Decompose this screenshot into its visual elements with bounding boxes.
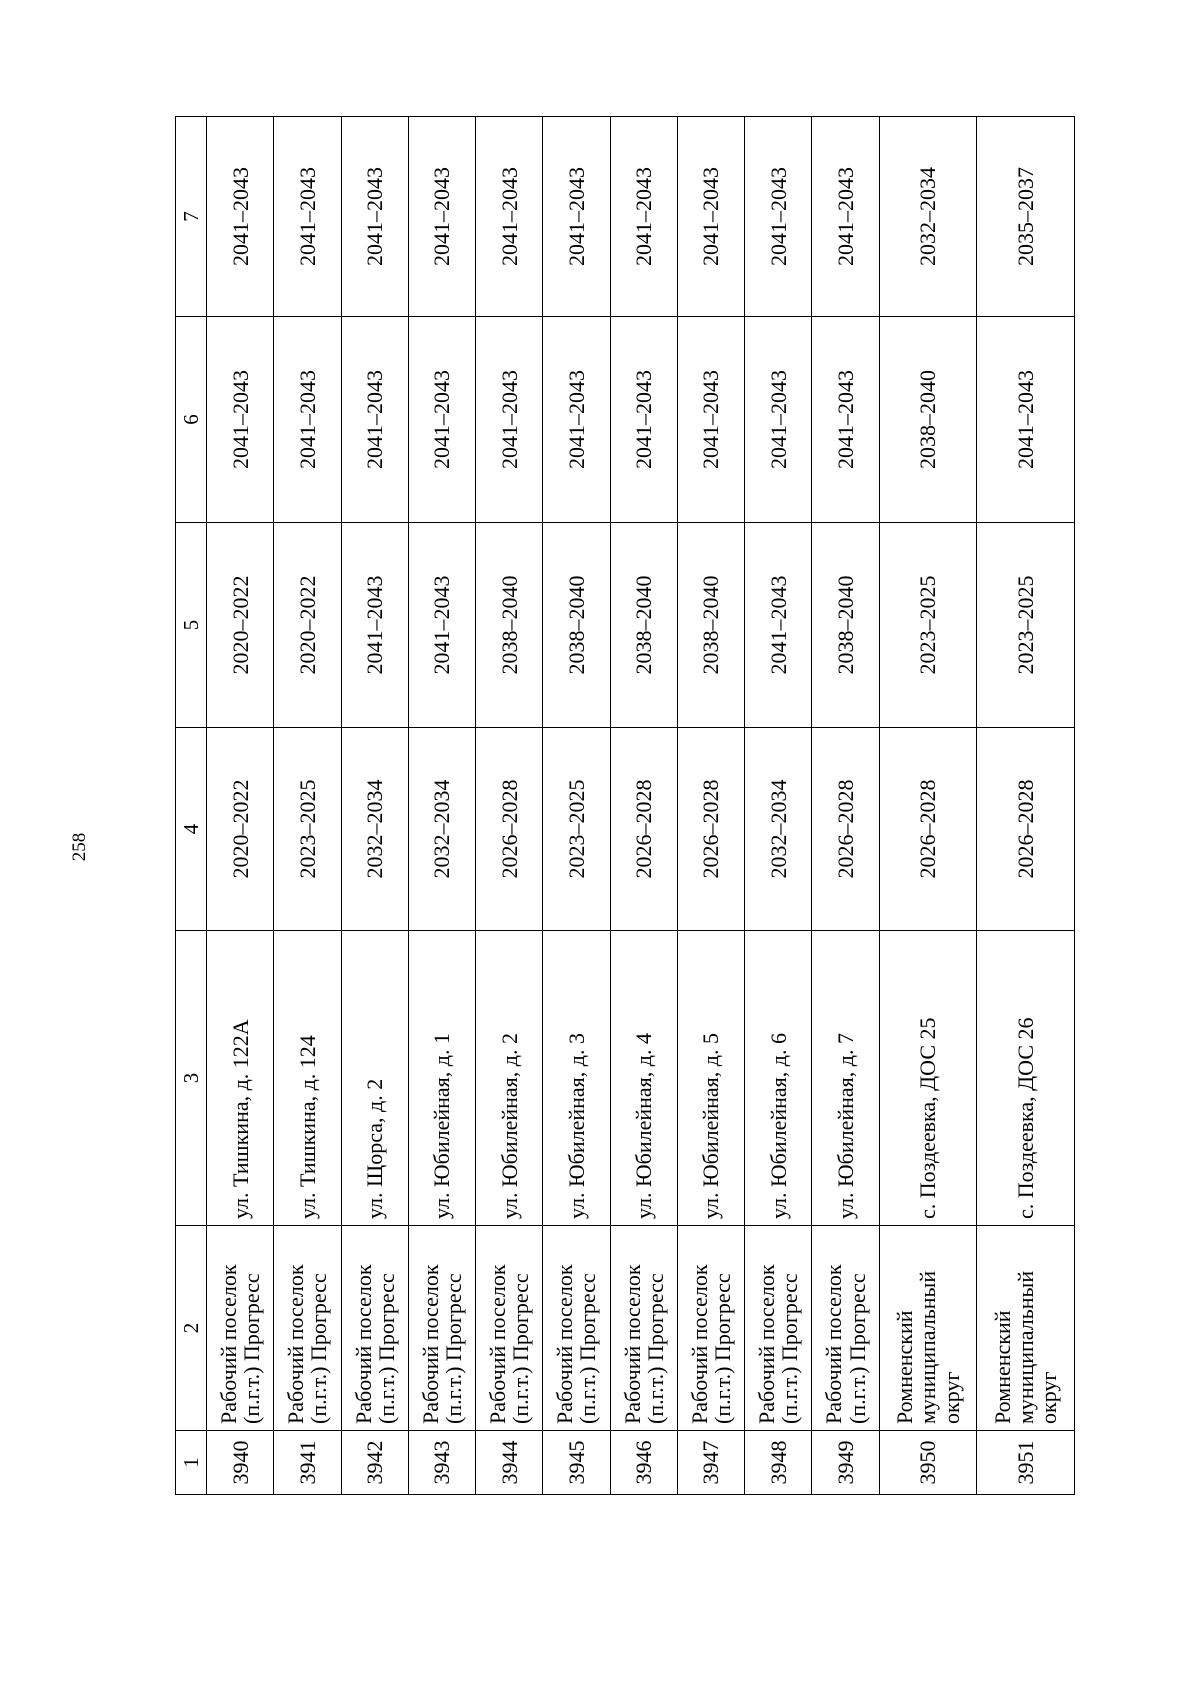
row-number: 3943 bbox=[408, 1431, 475, 1495]
settlement-cell: Рабочий поселок (п.г.т.) Прогресс bbox=[610, 1226, 677, 1431]
period-col-6: 2041–2043 bbox=[812, 317, 879, 523]
table-row bbox=[207, 117, 274, 1495]
period-col-4: 2026–2028 bbox=[812, 728, 879, 931]
settlement-cell: Рабочий поселок (п.г.т.) Прогресс bbox=[543, 1226, 610, 1431]
header-col-5: 5 bbox=[176, 523, 207, 728]
header-col-6: 6 bbox=[176, 317, 207, 523]
period-col-6: 2038–2040 bbox=[879, 317, 977, 523]
row-number: 3940 bbox=[207, 1431, 274, 1495]
table-row bbox=[543, 117, 610, 1495]
period-col-4: 2023–2025 bbox=[274, 728, 341, 931]
row-number: 3942 bbox=[341, 1431, 408, 1495]
row-number: 3944 bbox=[476, 1431, 543, 1495]
address-cell: ул. Тишкина, д. 124 bbox=[274, 931, 341, 1226]
address-cell: ул. Юбилейная, д. 5 bbox=[677, 931, 744, 1226]
period-col-5: 2041–2043 bbox=[341, 523, 408, 728]
table-row bbox=[274, 117, 341, 1495]
header-col-3: 3 bbox=[176, 931, 207, 1226]
period-col-7: 2041–2043 bbox=[408, 117, 475, 317]
settlement-cell: Рабочий поселок (п.г.т.) Прогресс bbox=[745, 1226, 812, 1431]
period-col-7: 2041–2043 bbox=[207, 117, 274, 317]
row-number: 3948 bbox=[745, 1431, 812, 1495]
header-col-1: 1 bbox=[176, 1431, 207, 1495]
settlement-cell: Рабочий поселок (п.г.т.) Прогресс bbox=[341, 1226, 408, 1431]
period-col-5: 2023–2025 bbox=[879, 523, 977, 728]
header-col-7: 7 bbox=[176, 117, 207, 317]
settlement-cell: Ромненский муниципальный округ bbox=[879, 1226, 977, 1431]
period-col-6: 2041–2043 bbox=[610, 317, 677, 523]
period-col-6: 2041–2043 bbox=[677, 317, 744, 523]
address-cell: ул. Юбилейная, д. 7 bbox=[812, 931, 879, 1226]
period-col-7: 2041–2043 bbox=[812, 117, 879, 317]
period-col-7: 2041–2043 bbox=[745, 117, 812, 317]
period-col-6: 2041–2043 bbox=[408, 317, 475, 523]
row-number: 3941 bbox=[274, 1431, 341, 1495]
period-col-4: 2026–2028 bbox=[879, 728, 977, 931]
period-col-4: 2020–2022 bbox=[207, 728, 274, 931]
address-cell: ул. Юбилейная, д. 4 bbox=[610, 931, 677, 1226]
table-row bbox=[879, 117, 977, 1495]
period-col-4: 2032–2034 bbox=[341, 728, 408, 931]
address-cell: ул. Юбилейная, д. 3 bbox=[543, 931, 610, 1226]
table-row bbox=[745, 117, 812, 1495]
header-row bbox=[176, 117, 207, 1495]
settlement-cell: Рабочий поселок (п.г.т.) Прогресс bbox=[207, 1226, 274, 1431]
settlement-cell: Рабочий поселок (п.г.т.) Прогресс bbox=[476, 1226, 543, 1431]
period-col-5: 2038–2040 bbox=[610, 523, 677, 728]
period-col-5: 2041–2043 bbox=[408, 523, 475, 728]
row-number: 3946 bbox=[610, 1431, 677, 1495]
table-row bbox=[610, 117, 677, 1495]
table-row bbox=[812, 117, 879, 1495]
table-row bbox=[977, 117, 1075, 1495]
period-col-4: 2026–2028 bbox=[476, 728, 543, 931]
period-col-5: 2038–2040 bbox=[677, 523, 744, 728]
period-col-6: 2041–2043 bbox=[341, 317, 408, 523]
row-number: 3951 bbox=[977, 1431, 1075, 1495]
row-number: 3947 bbox=[677, 1431, 744, 1495]
period-col-5: 2038–2040 bbox=[812, 523, 879, 728]
settlement-cell: Рабочий поселок (п.г.т.) Прогресс bbox=[408, 1226, 475, 1431]
header-col-2: 2 bbox=[176, 1226, 207, 1431]
address-cell: ул. Юбилейная, д. 2 bbox=[476, 931, 543, 1226]
table-region bbox=[175, 117, 1200, 1485]
period-col-6: 2041–2043 bbox=[745, 317, 812, 523]
address-cell: с. Поздеевка, ДОС 26 bbox=[977, 931, 1075, 1226]
period-col-5: 2020–2022 bbox=[207, 523, 274, 728]
period-col-7: 2041–2043 bbox=[610, 117, 677, 317]
settlement-cell: Рабочий поселок (п.г.т.) Прогресс bbox=[677, 1226, 744, 1431]
period-col-5: 2038–2040 bbox=[476, 523, 543, 728]
period-col-7: 2041–2043 bbox=[677, 117, 744, 317]
address-cell: ул. Тишкина, д. 122А bbox=[207, 931, 274, 1226]
period-col-4: 2026–2028 bbox=[977, 728, 1075, 931]
settlement-cell: Рабочий поселок (п.г.т.) Прогресс bbox=[812, 1226, 879, 1431]
period-col-5: 2041–2043 bbox=[745, 523, 812, 728]
row-number: 3949 bbox=[812, 1431, 879, 1495]
address-cell: ул. Юбилейная, д. 6 bbox=[745, 931, 812, 1226]
period-col-4: 2032–2034 bbox=[408, 728, 475, 931]
table-row bbox=[341, 117, 408, 1495]
address-cell: с. Поздеевка, ДОС 25 bbox=[879, 931, 977, 1226]
address-cell: ул. Щорса, д. 2 bbox=[341, 931, 408, 1226]
period-col-6: 2041–2043 bbox=[274, 317, 341, 523]
period-col-7: 2041–2043 bbox=[543, 117, 610, 317]
period-col-7: 2041–2043 bbox=[476, 117, 543, 317]
table-row bbox=[677, 117, 744, 1495]
period-col-6: 2041–2043 bbox=[977, 317, 1075, 523]
address-cell: ул. Юбилейная, д. 1 bbox=[408, 931, 475, 1226]
table-row bbox=[408, 117, 475, 1495]
period-col-7: 2041–2043 bbox=[341, 117, 408, 317]
header-col-4: 4 bbox=[176, 728, 207, 931]
row-number: 3945 bbox=[543, 1431, 610, 1495]
period-col-6: 2041–2043 bbox=[207, 317, 274, 523]
period-col-7: 2032–2034 bbox=[879, 117, 977, 317]
period-col-4: 2026–2028 bbox=[610, 728, 677, 931]
period-col-6: 2041–2043 bbox=[543, 317, 610, 523]
period-col-5: 2020–2022 bbox=[274, 523, 341, 728]
period-col-5: 2038–2040 bbox=[543, 523, 610, 728]
period-col-4: 2032–2034 bbox=[745, 728, 812, 931]
data-table bbox=[175, 116, 1075, 1495]
period-col-4: 2026–2028 bbox=[677, 728, 744, 931]
table-row bbox=[476, 117, 543, 1495]
row-number: 3950 bbox=[879, 1431, 977, 1495]
period-col-7: 2041–2043 bbox=[274, 117, 341, 317]
period-col-5: 2023–2025 bbox=[977, 523, 1075, 728]
rotated-table-container bbox=[175, 117, 1075, 1495]
period-col-6: 2041–2043 bbox=[476, 317, 543, 523]
period-col-7: 2035–2037 bbox=[977, 117, 1075, 317]
period-col-4: 2023–2025 bbox=[543, 728, 610, 931]
settlement-cell: Ромненский муниципальный округ bbox=[977, 1226, 1075, 1431]
page-number: 258 bbox=[69, 832, 90, 862]
settlement-cell: Рабочий поселок (п.г.т.) Прогресс bbox=[274, 1226, 341, 1431]
